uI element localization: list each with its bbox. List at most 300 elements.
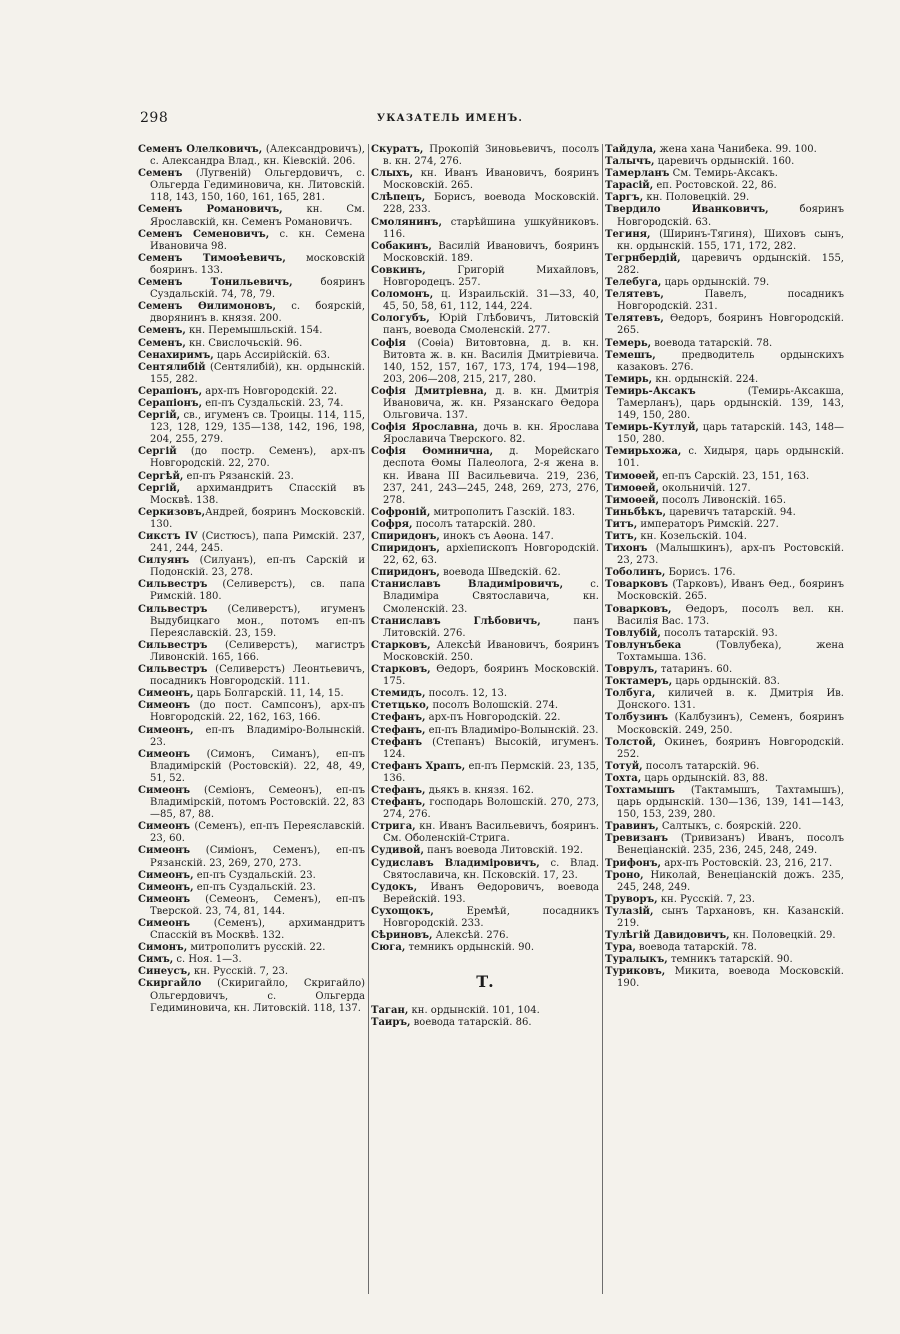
- entry-details: митрополитъ Газскій. 183.: [430, 506, 576, 518]
- index-entry: [138, 253, 365, 277]
- index-entry: [371, 313, 599, 337]
- index-entry: [138, 301, 365, 325]
- index-entry: [605, 471, 844, 483]
- index-entry: [605, 507, 844, 519]
- index-entry: [371, 942, 599, 954]
- page-number: 298: [140, 110, 169, 126]
- entry-details: (Селиверстъ), игуменъ Выдубицкаго мон., потомъ еп-пъ Переяславскій. 23, 159.: [150, 603, 365, 639]
- entry-details: (Тривизанъ) Иванъ, посолъ Венеціанскій. 235, 236, 245, 248, 249.: [617, 833, 844, 857]
- entry-name: Сергѣй,: [138, 470, 184, 482]
- entry-name: Тулазій,: [605, 905, 654, 917]
- index-column-2: [371, 144, 599, 1314]
- entry-details: с. боярскій, дворянинъ в. князя. 200.: [150, 301, 365, 325]
- index-entry: [605, 144, 844, 156]
- entry-name: Тимоѳей,: [605, 470, 659, 482]
- entry-details: (Тарковъ), Иванъ Ѳед., бояринъ Московскій. 265.: [617, 579, 844, 603]
- index-entry: [371, 664, 599, 688]
- entry-details: с. Хидыря, царь ордынскій. 101.: [617, 446, 844, 470]
- index-entry: [138, 918, 365, 942]
- entry-name: Сюга,: [371, 942, 406, 954]
- entry-details: См. Темирь-Аксакъ.: [669, 168, 778, 180]
- index-entry: [138, 471, 365, 483]
- index-entry: [138, 398, 365, 410]
- index-entry: [605, 640, 844, 664]
- entry-details: (Селиверстъ) Леонтьевичъ, посадникъ Новгородскій. 111.: [150, 664, 365, 688]
- entry-name: Тотуй,: [605, 760, 643, 772]
- entry-details: Ѳедоръ, бояринъ Новгородскій. 265.: [617, 313, 844, 337]
- index-entry: [371, 845, 599, 857]
- entry-details: с. кн. Семена Ивановича 98.: [150, 228, 365, 252]
- entry-name: Тихонъ: [605, 543, 648, 555]
- entry-name: Судивой,: [371, 845, 424, 857]
- entry-name: Софря,: [371, 518, 413, 530]
- entry-name: Серапіонъ,: [138, 397, 203, 409]
- entry-name: Собакинъ,: [371, 240, 432, 252]
- entry-name: Тулѣгій Давидовичъ,: [605, 930, 730, 942]
- index-entry: [371, 906, 599, 930]
- entry-details: Павелъ, посадникъ Новгородскій. 231.: [617, 289, 844, 313]
- entry-details: посолъ Волошскій. 274.: [429, 700, 559, 712]
- entry-details: господарь Волошскій. 270, 273, 274, 276.: [383, 797, 599, 821]
- entry-name: Травинъ,: [605, 821, 659, 833]
- entry-details: (Тактамышъ, Тахтамышъ), царь ордынскій. 130—136, 139, 141—143, 150, 153, 239, 280.: [617, 784, 844, 821]
- entry-details: царь ордынскій. 83.: [672, 676, 780, 688]
- index-entry: [605, 954, 844, 966]
- entry-name: Станиславъ Владиміровичъ,: [371, 579, 564, 591]
- index-entry: [371, 192, 599, 216]
- entry-details: посолъ. 12, 13.: [425, 688, 507, 700]
- entry-details: еп-пъ Рязанскій. 23.: [183, 470, 294, 482]
- index-entry: [371, 422, 599, 446]
- index-entry: [138, 821, 365, 845]
- index-entry: [605, 229, 844, 253]
- entry-details: кн. Русскій. 7, 23.: [657, 893, 755, 905]
- entry-name: Сергій,: [138, 482, 181, 494]
- entry-name: Труворъ,: [605, 893, 658, 905]
- entry-name: Семенъ Семеновичъ,: [138, 228, 270, 240]
- entry-name: Сологубъ,: [371, 313, 430, 325]
- column-divider: [368, 144, 369, 1294]
- entry-details: Андрей, бояринъ Московскій. 130.: [150, 506, 365, 530]
- entry-details: Алексѣй. 276.: [432, 930, 509, 942]
- entry-details: (до пост. Сампсонъ), арх-пъ Новгородскій. 22, 162, 163, 166.: [150, 700, 365, 724]
- entry-details: (Селиверстъ), магистръ Ливонскій. 165, 166.: [150, 639, 365, 663]
- index-entry: [371, 241, 599, 265]
- entry-name: Спиридонъ,: [371, 567, 440, 579]
- entry-details: с. Ноя. 1—3.: [173, 954, 242, 966]
- index-entry: [138, 325, 365, 337]
- index-entry: [605, 579, 844, 603]
- index-entry: [605, 688, 844, 712]
- index-entry: [138, 870, 365, 882]
- index-entry: [605, 821, 844, 833]
- entry-details: Микита, воевода Московскій. 190.: [617, 966, 844, 990]
- entry-name: Старковъ,: [371, 664, 431, 676]
- index-entry: [138, 966, 365, 978]
- index-entry: [371, 785, 599, 797]
- entry-details: еп-пъ Пермскій. 23, 135, 136.: [383, 760, 599, 784]
- entry-name: Телятевъ,: [605, 313, 664, 325]
- entry-name: Сергій: [138, 446, 177, 458]
- index-entry: [605, 628, 844, 640]
- entry-name: Сикстъ IV: [138, 531, 198, 542]
- index-entry: [138, 785, 365, 821]
- index-entry: [371, 1005, 599, 1017]
- index-entry: [138, 978, 365, 1014]
- entry-details: еп-пъ Владиміро-Волынскій. 23.: [150, 724, 365, 748]
- entry-details: (Семенъ), архимандритъ Спасскій въ Москвѣ. 132.: [150, 918, 365, 942]
- index-entry: [138, 338, 365, 350]
- entry-details: Борисъ. 176.: [665, 567, 736, 579]
- index-entry: [138, 700, 365, 724]
- entry-details: (Селиверстъ), св. папа Римскій. 180.: [150, 579, 365, 603]
- index-entry: [371, 761, 599, 785]
- entry-details: еп-пъ Сарскій. 23, 151, 163.: [659, 470, 810, 482]
- index-entry: [138, 362, 365, 386]
- entry-details: (Скиригайло, Скригайло) Ольгердовичъ, с. Ольгерда Гедиминовича, кн. Литовскій. 118, 137.: [150, 978, 365, 1014]
- entry-details: (Симонъ, Симанъ), еп-пъ Владимірскій (Ростовскій). 22, 48, 49, 51, 52.: [150, 748, 365, 784]
- section-letter: Т.: [476, 972, 494, 992]
- entry-name: Тарасій,: [605, 180, 654, 192]
- entry-details: (Систюсъ), папа Римскій. 237, 241, 244, 245.: [150, 531, 365, 555]
- entry-name: Сильвестръ: [138, 664, 208, 676]
- entry-details: (Симіонъ, Семенъ), еп-пъ Рязанскій. 23, 269, 270, 273.: [150, 845, 365, 869]
- entry-name: Темерь,: [605, 337, 652, 349]
- index-entry: [138, 749, 365, 785]
- entry-details: жена хана Чанибека. 99. 100.: [656, 144, 817, 155]
- entry-details: панъ воевода Литовскій. 192.: [423, 845, 584, 857]
- index-entry: [605, 567, 844, 579]
- index-entry: [605, 712, 844, 736]
- entry-details: кн. ордынскій. 101, 104.: [408, 1005, 540, 1017]
- index-entry: [371, 797, 599, 821]
- index-entry: [605, 350, 844, 374]
- entry-name: Семенъ,: [138, 337, 186, 349]
- index-entry: [605, 785, 844, 821]
- entry-name: Серапіонъ,: [138, 385, 203, 397]
- entry-name: Сильвестръ: [138, 603, 208, 615]
- index-entry: [138, 386, 365, 398]
- entry-name: Тохта,: [605, 772, 642, 784]
- entry-details: св., игуменъ св. Троицы. 114, 115, 123, 128, 129, 135—138, 142, 196, 198, 204, 255, 279.: [150, 410, 365, 446]
- entry-details: с. Владиміра Святославича, кн. Смоленскій. 23.: [383, 579, 599, 615]
- entry-name: Твердило Иванковичъ,: [605, 204, 769, 216]
- entry-name: Таган,: [371, 1005, 409, 1017]
- index-entry: [138, 845, 365, 869]
- index-entry: [138, 446, 365, 470]
- entry-details: кн. Половецкій. 29.: [729, 930, 836, 942]
- entry-details: арх-пъ Новгородскій. 22.: [202, 385, 338, 397]
- entry-name: Симеонъ: [138, 784, 191, 796]
- entry-details: еп-пъ Владиміро-Волынскій. 23.: [425, 724, 599, 736]
- entry-name: Тревизанъ: [605, 833, 669, 845]
- index-entry: [605, 858, 844, 870]
- entry-name: Трифонъ,: [605, 857, 662, 869]
- index-entry: [605, 604, 844, 628]
- entry-name: Туриковъ,: [605, 966, 666, 978]
- entry-name: Семенъ,: [138, 325, 186, 337]
- entry-name: Симеонъ: [138, 700, 191, 712]
- entry-details: кн. Иванъ Васильевичъ, бояринъ. См. Оболенскій-Стрига.: [383, 821, 599, 845]
- entry-details: с. Влад. Святославича, кн. Псковскій. 17, 23.: [383, 857, 599, 881]
- index-entry: [605, 870, 844, 894]
- index-entry: [371, 688, 599, 700]
- entry-name: Стетцько,: [371, 700, 430, 712]
- index-entry: [371, 338, 599, 386]
- index-entry: [138, 555, 365, 579]
- entry-name: Толстой,: [605, 736, 657, 748]
- index-entry: [138, 168, 365, 204]
- index-entry: [371, 144, 599, 168]
- entry-details: Салтыкъ, с. боярскій. 220.: [658, 821, 802, 833]
- entry-name: Тегиня,: [605, 228, 651, 240]
- entry-name: Товрулъ,: [605, 664, 658, 676]
- index-entry: [371, 217, 599, 241]
- entry-name: Темирь-Аксакъ: [605, 385, 696, 397]
- entry-name: Скуратъ,: [371, 144, 424, 155]
- entry-name: Симеонъ,: [138, 688, 194, 700]
- entry-name: Товлунъбека: [605, 639, 682, 651]
- entry-details: кн. Русскій. 7, 23.: [190, 966, 289, 978]
- entry-details: посолъ татарскій. 96.: [642, 760, 760, 772]
- index-entry: [138, 277, 365, 301]
- index-entry: [371, 265, 599, 289]
- entry-name: Соломонъ,: [371, 289, 434, 301]
- index-entry: [371, 543, 599, 567]
- entry-name: Симонъ,: [138, 942, 188, 954]
- entry-name: Спиридонъ,: [371, 543, 440, 555]
- entry-name: Стефанъ,: [371, 712, 426, 724]
- entry-details: (Лугвеній) Ольгердовичъ, с. Ольгерда Гедиминовича, кн. Литовскій. 118, 143, 150, 160, 161, 165, 281.: [150, 168, 365, 204]
- index-entry: [138, 350, 365, 362]
- entry-name: Симеонъ: [138, 893, 191, 905]
- entry-name: Телебуга,: [605, 277, 662, 289]
- entry-name: Тиньбѣкъ,: [605, 506, 667, 518]
- index-entry: [371, 930, 599, 942]
- entry-details: ц. Израильскій. 31—33, 40, 45, 50, 58, 61, 112, 144, 224.: [383, 289, 599, 313]
- entry-name: Толбузинъ: [605, 712, 669, 724]
- entry-details: (Силуанъ), еп-пъ Сарскій и Подонскій. 23, 278.: [150, 555, 365, 579]
- entry-details: еп. Ростовской. 22, 86.: [653, 180, 777, 192]
- entry-name: Стефанъ,: [371, 724, 426, 736]
- entry-details: еп-пъ Суздальскій. 23, 74.: [202, 397, 344, 409]
- entry-name: Таргъ,: [605, 192, 644, 204]
- entry-name: Титъ,: [605, 531, 638, 542]
- entry-name: Сенахиримъ,: [138, 349, 214, 361]
- entry-details: Прокопій Зиновьевичъ, посолъ в. кн. 274, 276.: [383, 144, 599, 168]
- entry-details: царь ордынскій. 83, 88.: [641, 772, 769, 784]
- index-entry: [605, 543, 844, 567]
- entry-name: Туралыкъ,: [605, 954, 668, 966]
- index-entry: [605, 192, 844, 204]
- entry-details: Юрій Глѣбовичъ, Литовскій панъ, воевода Смоленскій. 277.: [383, 313, 599, 337]
- entry-details: кн. ордынскій. 224.: [652, 373, 759, 385]
- entry-name: Тайдула,: [605, 144, 657, 155]
- entry-details: (Малышкинъ), арх-пъ Ростовскій. 23, 273.: [617, 543, 844, 567]
- entry-name: Тура,: [605, 942, 636, 954]
- entry-name: Тамерланъ: [605, 168, 670, 180]
- index-entry: [605, 773, 844, 785]
- entry-details: воевода татарскій. 78.: [635, 942, 757, 954]
- entry-name: Симеонъ: [138, 748, 191, 760]
- entry-name: Токтамеръ,: [605, 676, 673, 688]
- index-column-1: [138, 144, 365, 1314]
- entry-details: Окинеъ, бояринъ Новгородскій. 252.: [617, 736, 844, 760]
- entry-name: Слѣпецъ,: [371, 192, 426, 204]
- entry-details: кн. Свислочьскій. 96.: [185, 337, 303, 349]
- entry-name: Сильвестръ: [138, 639, 208, 651]
- index-entry: [138, 725, 365, 749]
- index-entry: [371, 821, 599, 845]
- index-entry: [371, 507, 599, 519]
- entry-name: Семенъ Ѳилимоновъ,: [138, 301, 276, 313]
- entry-details: (Темирь-Аксакша, Тамерланъ), царь ордынскій. 139, 143, 149, 150, 280.: [617, 385, 844, 422]
- index-entry: [605, 204, 844, 228]
- entry-details: киличей в. к. Дмитрія Ив. Донского. 131.: [617, 688, 844, 712]
- entry-details: еп-пъ Суздальскій. 23.: [193, 881, 316, 893]
- entry-details: (Сентялибій), кн. ордынскій. 155, 282.: [150, 361, 365, 385]
- entry-details: царевичъ татарскій. 94.: [666, 506, 796, 518]
- index-entry: [605, 277, 844, 289]
- entry-details: царевичъ ордынскій. 160.: [654, 156, 795, 168]
- entry-details: архіепископъ Новгородскій. 22, 62, 63.: [383, 543, 599, 567]
- index-entry: [371, 446, 599, 506]
- index-entry: [371, 640, 599, 664]
- entry-name: Софроній,: [371, 506, 431, 518]
- index-entry: [138, 942, 365, 954]
- entry-name: Темешъ,: [605, 349, 656, 361]
- entry-details: бояринъ Новгородскій. 63.: [617, 204, 844, 228]
- entry-details: (Калбузинъ), Семенъ, бояринъ Московскій. 249, 250.: [617, 712, 844, 736]
- index-entry: [138, 882, 365, 894]
- entry-details: сынъ Тархановъ, кн. Казанскій. 219.: [617, 905, 844, 929]
- index-entry: [605, 168, 844, 180]
- entry-details: митрополитъ русскій. 22.: [187, 942, 326, 954]
- index-entry: [138, 954, 365, 966]
- entry-name: Софія: [371, 337, 406, 349]
- entry-name: Силуянъ: [138, 555, 190, 567]
- entry-details: царь Ассирійскій. 63.: [213, 349, 331, 361]
- entry-name: Стрига,: [371, 821, 416, 833]
- entry-details: кн. Перемышльскій. 154.: [185, 325, 323, 337]
- entry-details: (Ширинъ-Тягиня), Шиховъ сынъ, кн. ордынскій. 155, 171, 172, 282.: [617, 228, 844, 252]
- entry-name: Станиславъ Глѣбовичъ,: [371, 615, 541, 627]
- running-title: УКАЗАТЕЛЬ ИМЕНЪ.: [376, 113, 524, 124]
- entry-details: Ѳедоръ, посолъ вел. кн. Василія Вас. 173.: [617, 603, 844, 627]
- entry-details: еп-пъ Суздальскій. 23.: [193, 869, 316, 881]
- index-entry: [138, 507, 365, 531]
- index-entry: [371, 289, 599, 313]
- index-entry: [605, 180, 844, 192]
- entry-details: темникъ ордынскій. 90.: [405, 942, 535, 954]
- entry-name: Скиргайло: [138, 978, 202, 990]
- entry-details: (Семенъ), еп-пъ Переяславскій. 23, 60.: [150, 821, 365, 845]
- entry-name: Симеонъ: [138, 845, 191, 857]
- entry-name: Симъ,: [138, 954, 174, 966]
- entry-name: Темирьхожа,: [605, 446, 682, 458]
- entry-name: Тегрнбердій,: [605, 252, 681, 264]
- index-entry: [138, 410, 365, 446]
- entry-details: татаринъ. 60.: [657, 664, 733, 676]
- entry-name: Сильвестръ: [138, 579, 208, 591]
- entry-name: Талычъ,: [605, 156, 655, 168]
- entry-name: Темирь,: [605, 373, 653, 385]
- index-entry: [605, 906, 844, 930]
- index-entry: [605, 253, 844, 277]
- index-entry: [138, 688, 365, 700]
- entry-name: Семенъ: [138, 168, 183, 180]
- entry-name: Совкинъ,: [371, 264, 426, 276]
- entry-name: Стефанъ,: [371, 784, 426, 796]
- entry-details: Григорій Михайловъ, Новгородецъ. 257.: [383, 264, 599, 289]
- entry-details: воевода татарскій. 86.: [410, 1017, 532, 1029]
- index-entry: [371, 168, 599, 192]
- index-entry: [371, 519, 599, 531]
- entry-details: (Семеонъ, Семенъ), еп-пъ Тверской. 23, 74, 81, 144.: [150, 893, 365, 917]
- entry-name: Смолянинъ,: [371, 216, 442, 228]
- entry-details: императоръ Римскій. 227.: [637, 518, 779, 530]
- index-entry: [605, 156, 844, 168]
- entry-details: кн. Половецкій. 29.: [643, 192, 750, 204]
- entry-details: бояринъ Суздальскій. 74, 78, 79.: [150, 277, 365, 301]
- entry-details: московскій бояринъ. 133.: [150, 252, 365, 276]
- entry-name: Синеусъ,: [138, 966, 191, 978]
- entry-details: царь ордынскій. 79.: [661, 277, 770, 289]
- entry-name: Симеонъ: [138, 918, 191, 929]
- index-entry: [605, 483, 844, 495]
- index-entry: [371, 567, 599, 579]
- index-entry: [605, 289, 844, 313]
- index-entry: [605, 966, 844, 990]
- index-entry: [371, 700, 599, 712]
- index-entry: [371, 386, 599, 422]
- entry-details: д. Морейскаго деспота Ѳомы Палеолога, 2-я жена в. кн. Ивана III Васильевича. 219, 236, 237, 241, 243—245, 248, 269, 273, 276, 278.: [383, 446, 599, 506]
- entry-details: посолъ татарскій. 93.: [660, 627, 778, 639]
- entry-name: Товарковъ,: [605, 603, 672, 615]
- entry-name: Семенъ Тонильевичъ,: [138, 277, 293, 289]
- index-entry: [605, 446, 844, 470]
- entry-details: (Александровичъ), с. Александра Влад., кн. Кіевскій. 206.: [150, 144, 365, 168]
- entry-name: Товлубій,: [605, 627, 661, 639]
- entry-name: Старковъ,: [371, 639, 431, 651]
- entry-name: Судиславъ Владиміровичъ,: [371, 857, 540, 869]
- entry-details: (Семіонъ, Семеонъ), еп-пъ Владимірскій, потомъ Ростовскій. 22, 83—85, 87, 88.: [150, 784, 365, 821]
- entry-name: Тохтамышъ: [605, 784, 675, 796]
- index-entry: [605, 942, 844, 954]
- entry-name: Симеонъ,: [138, 881, 194, 893]
- index-entry: [138, 640, 365, 664]
- index-entry: [371, 1017, 599, 1029]
- entry-details: дьякъ в. князя. 162.: [425, 784, 534, 796]
- entry-name: Темирь-Кутлуй,: [605, 422, 699, 434]
- entry-details: арх-пъ Новгородскій. 22.: [425, 712, 561, 724]
- entry-details: царь татарскій. 143, 148—150, 280.: [617, 422, 844, 446]
- entry-details: воевода Шведскій. 62.: [439, 567, 561, 579]
- entry-name: Семенъ Тимоѳѣевичъ,: [138, 252, 286, 264]
- entry-details: посолъ Ливонскій. 165.: [659, 494, 787, 506]
- index-entry: [371, 616, 599, 640]
- entry-name: Товарковъ: [605, 579, 669, 591]
- entry-details: воевода татарскій. 78.: [651, 337, 773, 349]
- index-entry: [138, 483, 365, 507]
- index-entry: [138, 664, 365, 688]
- entry-name: Стефанъ,: [371, 797, 426, 809]
- entry-details: арх-пъ Ростовскій. 23, 216, 217.: [661, 857, 833, 869]
- entry-details: Иванъ Ѳедоровичъ, воевода Верейскій. 193.: [383, 881, 599, 905]
- index-entry: [605, 737, 844, 761]
- index-entry: [605, 495, 844, 507]
- entry-name: Симеонъ,: [138, 724, 194, 736]
